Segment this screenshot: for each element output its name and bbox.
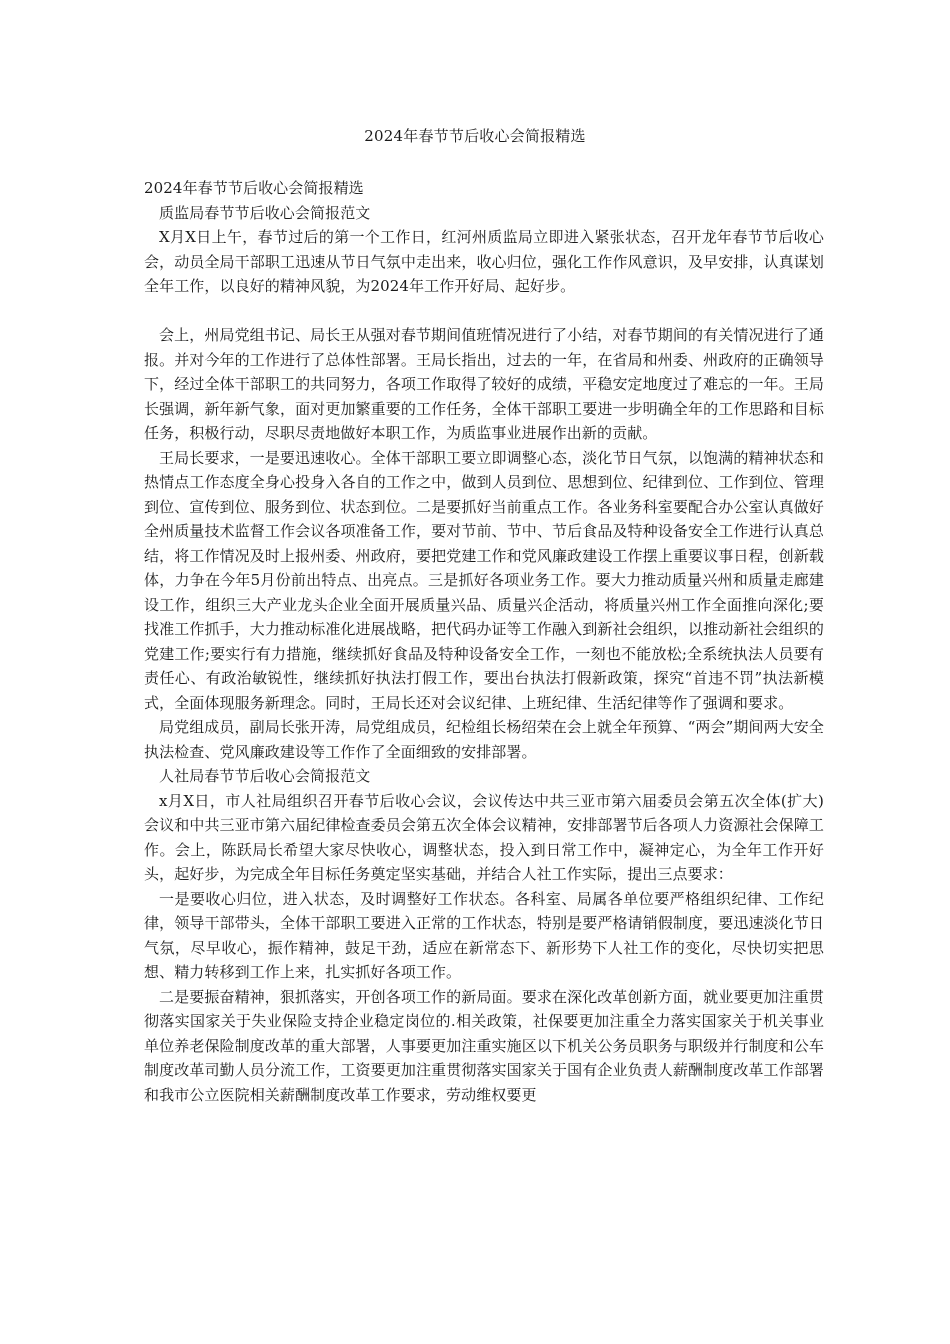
paragraph: 二是要振奋精神，狠抓落实，开创各项工作的新局面。要求在深化改革创新方面，就业要更加注重贯彻落实国家关于失业保险支持企业稳定岗位的.相关政策，社保要更加注重全力落实国家关于机关事业单位养老保险制度改革的重大部署，人事要更加注重实施区以下机关公务员职务与职级并行制度和公车制度改革司勤人员分流工作，工资要更加注重贯彻落实国家关于国有企业负责人薪酬制度改革工作部署和我市公立医院相关薪酬制度改革工作要求，劳动维权要更 — [144, 987, 824, 1104]
paragraph: 会上，州局党组书记、局长王从强对春节期间值班情况进行了小结，对春节期间的有关情况进行了通报。并对今年的工作进行了总体性部署。王局长指出，过去的一年，在省局和州委、州政府的正确领导下，经过全体干部职工的共同努力，各项工作取得了较好的成绩，平稳安定地度过了难忘的一年。王局长强调，新年新气象，面对更加繁重要的工作任务，全体干部职工要进一步明确全年的工作思路和目标任务，积极行动，尽职尽责地做好本职工作，为质监事业进展作出新的贡献。 — [144, 326, 824, 442]
paragraph: 一是要收心归位，进入状态，及时调整好工作状态。各科室、局属各单位要严格组织纪律、工作纪律，领导干部带头，全体干部职工要进入正常的工作状态，特别是要严格请销假制度，要迅速淡化节日气氛，尽早收心，振作精神，鼓足干劲，适应在新常态下、新形势下人社工作的变化，尽快切实把思想、精力转移到工作上来，扎实抓好各项工作。 — [144, 889, 824, 981]
paragraph: x月X日，市人社局组织召开春节后收心会议，会议传达中共三亚市第六届委员会第五次全体(扩大)会议和中共三亚市第六届纪律检查委员会第五次全体会议精神，安排部署节后各项人力资源社会保障工作。会上，陈跃局长希望大家尽快收心，调整状态，投入到日常工作中，凝神定心，为全年工作开好头，起好步，为完成全年目标任务奠定坚实基础，并结合人社工作实际，提出三点要求： — [144, 791, 824, 883]
paragraph: 局党组成员，副局长张开涛，局党组成员，纪检组长杨绍荣在会上就全年预算、“两会”期间两大安全执法检查、党风廉政建设等工作作了全面细致的安排部署。 — [144, 718, 824, 761]
section-heading-hr-bureau: 人社局春节节后收心会简报范文 — [159, 767, 371, 785]
section-heading-quality-bureau: 质监局春节节后收心会简报范文 — [159, 203, 371, 222]
paragraph: 王局长要求，一是要迅速收心。全体干部职工要立即调整心态，淡化节日气氛，以饱满的精神状态和热情点工作态度全身心投身入各自的工作之中，做到人员到位、思想到位、纪律到位、工作到位、管理到位、宣传到位、服务到位、状态到位。二是要抓好当前重点工作。各业务科室要配合办公室认真做好全州质量技术监督工作会议各项准备工作，要对节前、节中、节后食品及特种设备安全工作进行认真总结，将工作情况及时上报州委、州政府，要把党建工作和党风廉政建设工作摆上重要议事日程，创新载体，力争在今年5月份前出特点、出亮点。三是抓好各项业务工作。要大力推动质量兴州和质量走廊建设工作，组织三大产业龙头企业全面开展质量兴品、质量兴企活动，将质量兴州工作全面推向深化;要找准工作抓手，大力推动标准化进展战略，把代码办证等工作融入到新社会组织，以推动新社会组织的党建工作;要实行有力措施，继续抓好食品及特种设备安全工作，一刻也不能放松;全系统执法人员要有责任心、有政治敏锐性，继续抓好执法打假工作，要出台执法打假新政策，探究“首违不罚”执法新模式，全面体现服务新理念。同时，王局长还对会议纪律、上班纪律、生活纪律等作了强调和要求。 — [144, 448, 824, 712]
document-body — [144, 176, 824, 1107]
document-title: 2024年春节节后收心会简报精选 — [364, 127, 586, 145]
paragraph: X月X日上午，春节过后的第一个工作日，红河州质监局立即进入紧张状态，召开龙年春节节后收心会，动员全局干部职工迅速从节日气氛中走出来，收心归位，强化工作作风意识，及早安排，认真谋划全年工作，以良好的精神风貌，为2024年工作开好局、起好步。 — [144, 228, 824, 295]
doc-heading: 2024年春节节后收心会简报精选 — [144, 179, 364, 197]
